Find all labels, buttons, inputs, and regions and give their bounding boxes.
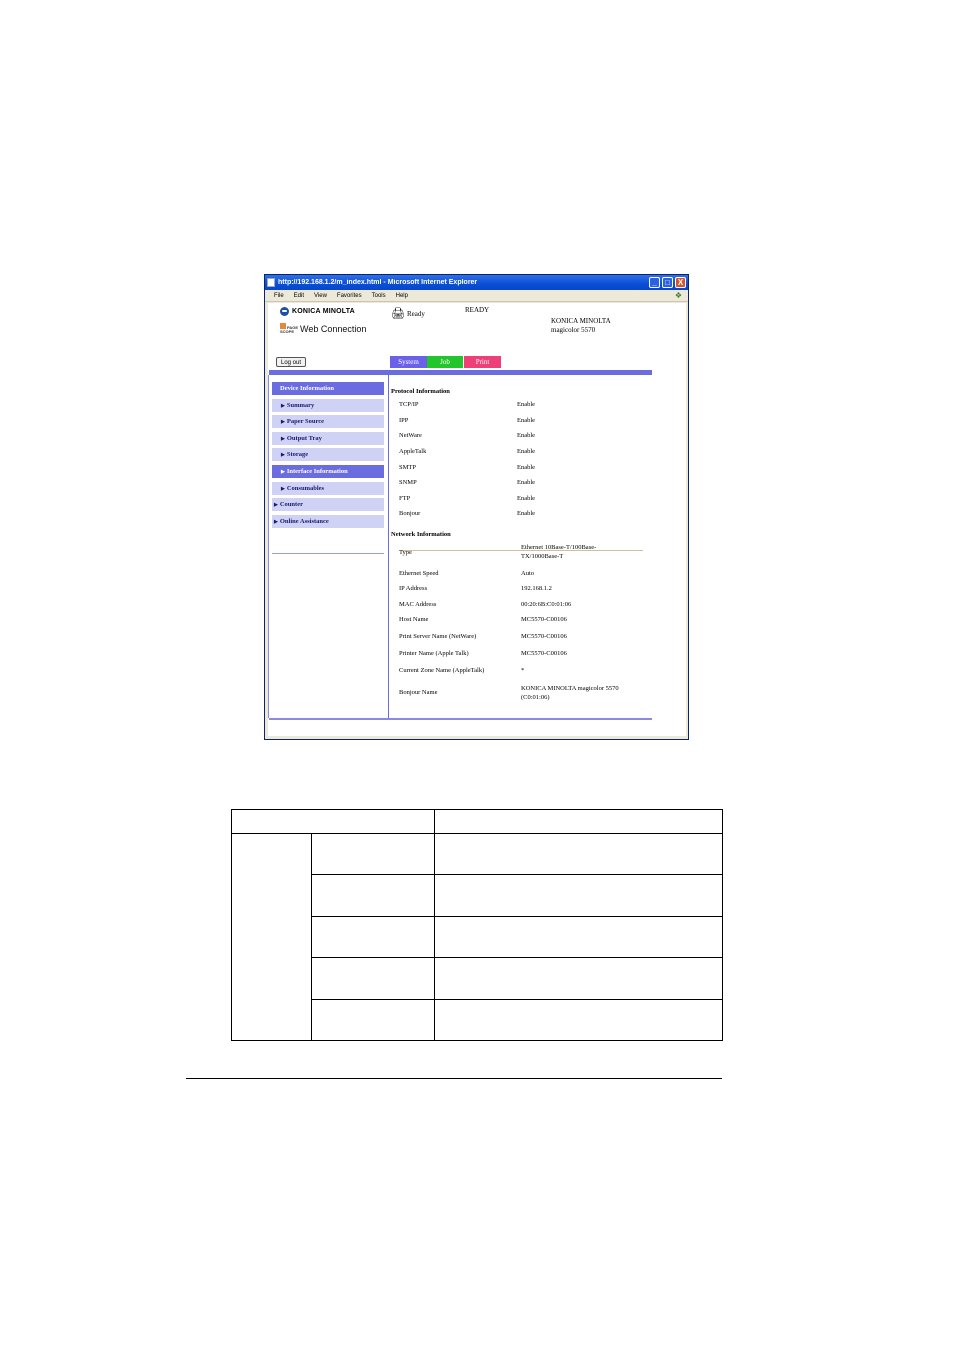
minimize-button[interactable]: _	[649, 277, 660, 288]
table-row-rule	[311, 916, 723, 917]
network-value: MC5570-C00106	[521, 616, 567, 623]
konica-minolta-logo	[280, 307, 355, 316]
tab-print[interactable]: Print	[464, 356, 501, 368]
menu-favorites[interactable]: Favorites	[336, 292, 362, 299]
menu-edit[interactable]: Edit	[293, 292, 305, 299]
sidebar-item-storage[interactable]: ▶ Storage	[272, 448, 384, 461]
protocol-value: Enable	[517, 495, 536, 502]
pagescope-mark: PAGE SCOPE	[280, 325, 299, 334]
header-divider	[269, 370, 652, 375]
status-label: Ready	[407, 310, 425, 318]
tab-system[interactable]: System	[390, 356, 427, 368]
page-footer-rule	[186, 1078, 722, 1079]
protocol-section-title: Protocol Information	[391, 388, 450, 395]
table-row-rule	[311, 999, 723, 1000]
network-label: IP Address	[399, 585, 428, 592]
globe-icon	[280, 307, 289, 316]
status-message: READY	[465, 306, 490, 314]
network-label: Printer Name (Apple Talk)	[399, 650, 469, 657]
left-border	[268, 375, 269, 718]
protocol-value: Enable	[517, 479, 536, 486]
arrow-right-icon: ▶	[281, 437, 285, 442]
table-row-rule	[311, 874, 723, 875]
table-border-top	[231, 809, 723, 810]
table-row-rule	[311, 957, 723, 958]
product-name: Web Connection	[300, 323, 367, 334]
page-content	[268, 303, 686, 736]
network-value: 192.168.1.2	[521, 585, 552, 592]
title-bar	[265, 275, 688, 290]
network-label: Type	[399, 549, 412, 556]
ie-page-icon	[267, 278, 275, 287]
model-brand: KONICA MINOLTA	[551, 317, 611, 325]
table-border-right	[722, 809, 723, 1041]
windows-logo-icon: ❖	[674, 291, 682, 300]
network-value: *	[521, 667, 525, 674]
menu-help[interactable]: Help	[395, 292, 408, 299]
logout-button[interactable]: Log out	[276, 357, 306, 367]
protocol-value: Enable	[517, 448, 536, 455]
browser-window	[264, 274, 689, 740]
window-title: http://192.168.1.2/m_index.html - Microsoft Internet Explorer	[278, 279, 478, 286]
network-label: Host Name	[399, 616, 429, 623]
maximize-button[interactable]: □	[662, 277, 673, 288]
arrow-right-icon: ▶	[281, 420, 285, 425]
network-label: MAC Address	[399, 601, 437, 608]
network-section-title: Network Information	[391, 531, 451, 538]
sidebar-item-online-assistance[interactable]: ▶ Online Assistance	[272, 515, 384, 528]
sidebar-item-counter[interactable]: ▶ Counter	[272, 498, 384, 511]
table-border-bottom	[231, 1040, 723, 1041]
sidebar-item-device-information[interactable]: Device Information	[272, 382, 384, 395]
network-label: Bonjour Name	[399, 689, 438, 696]
network-label: Ethernet Speed	[399, 570, 439, 577]
arrow-right-icon: ▶	[281, 470, 285, 475]
sidebar-item-consumables[interactable]: ▶ Consumables	[272, 482, 384, 495]
sidebar-bottom-rule	[272, 553, 384, 554]
protocol-value: Enable	[517, 401, 536, 408]
protocol-label: Bonjour	[399, 510, 421, 517]
protocol-value: Enable	[517, 432, 536, 439]
menu-view[interactable]: View	[314, 292, 327, 299]
arrow-right-icon: ▶	[281, 453, 285, 458]
close-button[interactable]: X	[675, 277, 686, 288]
network-value-continued: TX/1000Base-T	[521, 553, 564, 560]
table-column-rule	[311, 833, 312, 1041]
sidebar-item-paper-source[interactable]: ▶ Paper Source	[272, 415, 384, 428]
sidebar-item-interface-information[interactable]: ▶ Interface Information	[272, 465, 384, 478]
menu-file[interactable]: File	[274, 292, 284, 299]
network-value: Auto	[521, 570, 534, 577]
menu-tools[interactable]: Tools	[371, 292, 386, 299]
network-label: Print Server Name (NetWare)	[399, 633, 477, 640]
table-border-left	[231, 809, 232, 1041]
network-label: Current Zone Name (AppleTalk)	[399, 667, 485, 674]
table-header-rule	[231, 833, 723, 834]
sidebar-item-output-tray[interactable]: ▶ Output Tray	[272, 432, 384, 445]
protocol-label: TCP/IP	[399, 401, 419, 408]
protocol-value: Enable	[517, 464, 536, 471]
sidebar-divider	[388, 375, 389, 718]
protocol-label: FTP	[399, 495, 411, 502]
menu-bar	[265, 290, 688, 302]
network-value: Ethernet 10Base-T/100Base-	[521, 544, 597, 551]
network-value: 00:20:6B:C0:01:06	[521, 601, 572, 608]
network-value: KONICA MINOLTA magicolor 5570	[521, 685, 619, 692]
arrow-right-icon: ▶	[274, 520, 278, 525]
sidebar-item-summary[interactable]: ▶ Summary	[272, 399, 384, 412]
printer-status-icon: 🖨	[391, 308, 405, 320]
network-value: MC5570-C00106	[521, 650, 567, 657]
protocol-label: NetWare	[399, 432, 422, 439]
network-value-continued: (C0:01:06)	[521, 694, 550, 701]
model-name: magicolor 5570	[551, 326, 596, 334]
protocol-label: IPP	[399, 417, 409, 424]
table-column-rule	[434, 809, 435, 1041]
arrow-right-icon: ▶	[281, 404, 285, 409]
footer-divider	[269, 718, 652, 720]
protocol-value: Enable	[517, 510, 536, 517]
protocol-label: AppleTalk	[399, 448, 427, 455]
arrow-right-icon: ▶	[274, 503, 278, 508]
network-value: MC5570-C00106	[521, 633, 567, 640]
protocol-value: Enable	[517, 417, 536, 424]
pagescope-logo	[280, 323, 366, 334]
tab-job[interactable]: Job	[427, 356, 463, 368]
brand-name: KONICA MINOLTA	[292, 308, 355, 315]
protocol-label: SMTP	[399, 464, 416, 471]
protocol-label: SNMP	[399, 479, 417, 486]
arrow-right-icon: ▶	[281, 487, 285, 492]
